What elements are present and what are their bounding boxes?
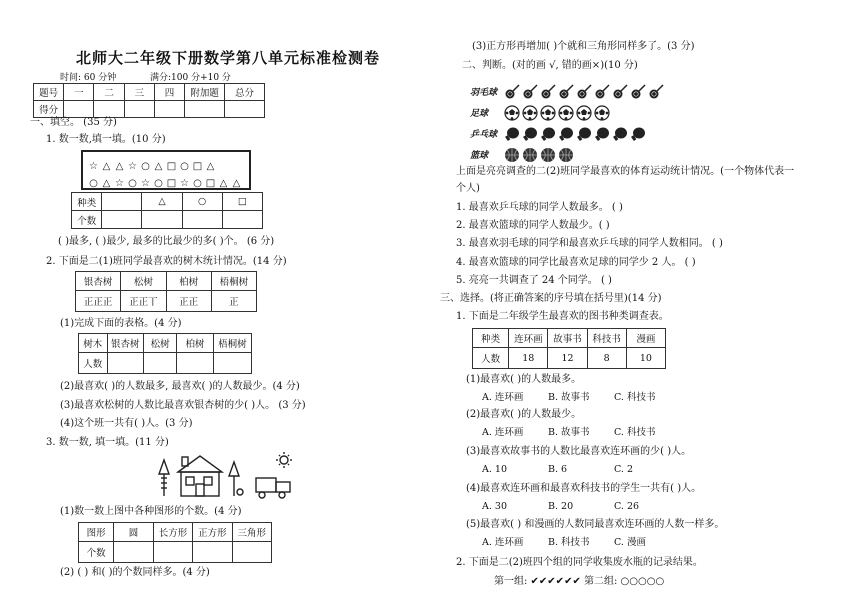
q2-sub3: (3)最喜欢松树的人数比最喜欢银杏树的少( )人。 (3 分) (60, 400, 306, 411)
empty-cell[interactable] (124, 101, 154, 118)
badminton-icon (540, 84, 554, 98)
q1-fill-text: ( )最多, ( )最少, 最多的比最少的多( )个。 (6 分) (58, 236, 275, 247)
table-cell: 松树 (121, 272, 166, 291)
shape-glyph: ○ (180, 161, 189, 172)
answer-cell[interactable] (114, 542, 153, 563)
shape-glyph: ☆ (89, 161, 98, 172)
table-cell: 柏树 (177, 334, 213, 353)
answer-cell[interactable] (153, 542, 192, 563)
pingpong-icon (576, 126, 590, 140)
q3-sub2: (2) ( ) 和( )的个数同样多。(4 分) (60, 567, 210, 578)
shape-glyph: △ (206, 161, 215, 172)
choice-option[interactable]: C. 漫画 (614, 537, 646, 548)
table-cell: □ (222, 193, 262, 211)
choice-question-1: (1)最喜欢( )的人数最多。 (466, 374, 582, 385)
score-cell: 四 (154, 84, 184, 101)
answer-cell[interactable] (102, 211, 142, 229)
sport-label: 足球 (470, 109, 489, 119)
basketball-icon (558, 147, 572, 161)
section2-heading: 二、判断。(对的画 √, 错的画×)(10 分) (462, 60, 638, 71)
table-cell: ○ (182, 193, 222, 211)
basketball-icon (540, 147, 554, 161)
tally-table (75, 271, 257, 312)
basketball-icon (504, 147, 518, 161)
score-cell: 得分 (34, 101, 64, 118)
answer-cell[interactable] (232, 542, 271, 563)
choice-option[interactable]: A. 连环画 (482, 427, 524, 438)
sport-row-badminton (470, 80, 666, 99)
choice-question-3: (3)最喜欢故事书的人数比最喜欢连环画的少( )人。 (466, 446, 692, 457)
table-cell: 种类 (72, 193, 102, 211)
judge-item-2: 2. 最喜欢篮球的同学人数最少。( ) (456, 220, 610, 231)
shape-glyph: ☆ (180, 178, 189, 189)
table-cell: 科技书 (587, 329, 626, 348)
shape-glyph: △ (115, 161, 124, 172)
house-scene-illustration (158, 452, 298, 500)
table-cell: 三角形 (232, 523, 271, 542)
shape-glyph: ○ (89, 178, 98, 189)
q1-text: 1. 数一数,填一填。(10 分) (46, 134, 166, 145)
shapes-row-2 (87, 171, 243, 190)
shape-count-table (71, 192, 263, 229)
choice-question-5: (5)最喜欢( ) 和漫画的人数同最喜欢连环画的人数一样多。 (466, 519, 725, 530)
section3-q2: 2. 下面是二(2)班四个组的同学收集废水瓶的记录结果。 (456, 557, 703, 568)
judge-item-5: 5. 亮亮一共调查了 24 个同学。 ( ) (456, 275, 612, 286)
shape-glyph: □ (166, 161, 177, 172)
score-cell: 题号 (34, 84, 64, 101)
answer-cell[interactable] (143, 353, 176, 374)
badminton-icon (522, 84, 536, 98)
choice-option[interactable]: A. 连环画 (482, 537, 524, 548)
table-cell: 个数 (72, 211, 102, 229)
score-cell: 附加题 (185, 84, 225, 101)
shape-glyph: △ (219, 178, 228, 189)
table-cell: 银杏树 (107, 334, 143, 353)
pingpong-icon (630, 126, 644, 140)
section1-heading: 一、填空。 (35 分) (30, 117, 117, 128)
empty-cell[interactable] (185, 101, 225, 118)
shape-glyph: ☆ (115, 178, 124, 189)
table-cell (102, 193, 142, 211)
empty-cell[interactable] (64, 101, 94, 118)
score-table (33, 83, 265, 118)
choice-option[interactable]: A. 30 (482, 501, 507, 512)
badminton-icon (612, 84, 626, 98)
shape-glyph: □ (166, 178, 177, 189)
judge-item-4: 4. 最喜欢篮球的同学比最喜欢足球的同学少 2 人。 ( ) (456, 257, 696, 268)
choice-option[interactable]: B. 故事书 (548, 392, 590, 403)
choice-option[interactable]: C. 科技书 (614, 392, 656, 403)
score-info: 满分:100 分+10 分 (150, 73, 231, 83)
pingpong-icon (522, 126, 536, 140)
sport-row-pingpong (470, 122, 648, 141)
badminton-icon (630, 84, 644, 98)
table-cell: 10 (626, 348, 665, 369)
shape-glyph: ○ (141, 161, 150, 172)
table-cell: 松树 (143, 334, 176, 353)
soccer-icon (504, 105, 518, 119)
table-cell: 银杏树 (76, 272, 121, 291)
figure-count-table (78, 522, 272, 563)
answer-cell[interactable] (177, 353, 213, 374)
soccer-icon (594, 105, 608, 119)
table-cell: 漫画 (626, 329, 665, 348)
q2-sub1: (1)完成下面的表格。(4 分) (60, 318, 182, 329)
table-cell: 正正 (166, 291, 211, 312)
time-info: 时间: 60 分钟 (60, 73, 117, 83)
soccer-icon (576, 105, 590, 119)
table-cell: 圆 (114, 523, 153, 542)
table-cell: 18 (509, 348, 548, 369)
empty-cell[interactable] (154, 101, 184, 118)
score-cell: 三 (124, 84, 154, 101)
page-title: 北师大二年级下册数学第八单元标准检测卷 (76, 49, 381, 67)
shape-glyph: ○ (128, 178, 137, 189)
table-cell: 人数 (79, 353, 108, 374)
choice-option[interactable]: C. 26 (614, 501, 640, 512)
pingpong-icon (540, 126, 554, 140)
table-cell: 长方形 (153, 523, 192, 542)
table-cell: 正 (211, 291, 256, 312)
choice-option[interactable]: C. 科技书 (614, 427, 656, 438)
table-cell: 8 (587, 348, 626, 369)
choice-question-4: (4)最喜欢连环画和最喜欢科技书的学生一共有( )人。 (466, 483, 702, 494)
tree-count-table (78, 333, 252, 374)
shape-glyph: ☆ (141, 178, 150, 189)
shape-glyph: □ (192, 161, 203, 172)
shapes-box (81, 150, 251, 190)
sport-label: 羽毛球 (470, 88, 498, 98)
shape-glyph: ○ (154, 178, 163, 189)
choice-option[interactable]: B. 6 (548, 464, 568, 475)
answer-cell[interactable] (182, 211, 222, 229)
table-cell: 个数 (79, 542, 114, 563)
book-table (472, 328, 666, 369)
badminton-icon (558, 84, 572, 98)
section3-q1: 1. 下面是二年级学生最喜欢的图书种类调查表。 (456, 311, 669, 322)
sport-row-soccer (470, 101, 612, 120)
soccer-icon (558, 105, 572, 119)
table-cell: 柏树 (166, 272, 211, 291)
groups-record: 第一组: ✔✔✔✔✔✔ 第二组: ○○○○○ (494, 576, 665, 587)
table-cell: 12 (548, 348, 587, 369)
pingpong-icon (594, 126, 608, 140)
q2-sub2: (2)最喜欢( )的人数最多, 最喜欢( )的人数最少。(4 分) (60, 381, 300, 392)
section3-heading: 三、选择。(将正确答案的序号填在括号里)(14 分) (440, 293, 662, 304)
section2-desc: 上面是亮亮调查的二(2)班同学最喜欢的体育运动统计情况。(一个物体代表一 (456, 166, 795, 177)
badminton-icon (504, 84, 518, 98)
answer-cell[interactable] (213, 353, 251, 374)
table-cell: 故事书 (548, 329, 587, 348)
shape-glyph: ☆ (128, 161, 137, 172)
shape-glyph: □ (205, 178, 216, 189)
shape-glyph: ○ (193, 178, 202, 189)
shape-glyph: △ (102, 161, 111, 172)
answer-cell[interactable] (193, 542, 232, 563)
answer-cell[interactable] (107, 353, 143, 374)
empty-cell[interactable] (225, 101, 265, 118)
choice-option[interactable]: C. 2 (614, 464, 634, 475)
sport-label: 篮球 (470, 151, 489, 161)
table-cell: 图形 (79, 523, 114, 542)
badminton-icon (648, 84, 662, 98)
answer-cell[interactable] (142, 211, 182, 229)
q3-text: 3. 数一数, 填一填。(11 分) (46, 437, 169, 448)
pingpong-icon (558, 126, 572, 140)
table-cell: 连环画 (509, 329, 548, 348)
table-cell: 梧桐树 (211, 272, 256, 291)
choice-option[interactable]: B. 20 (548, 501, 574, 512)
table-cell: 正方形 (193, 523, 232, 542)
table-cell: △ (142, 193, 182, 211)
choice-option[interactable]: B. 科技书 (548, 537, 590, 548)
q3-sub3: (3)正方形再增加( )个就和三角形同样多了。(3 分) (472, 41, 695, 52)
soccer-icon (540, 105, 554, 119)
table-cell: 正正丅 (121, 291, 166, 312)
q2-text: 2. 下面是二(1)班同学最喜欢的树木统计情况。(14 分) (46, 256, 287, 267)
shape-glyph: △ (154, 161, 163, 172)
section2-desc-2: 个人) (456, 183, 480, 194)
pingpong-icon (612, 126, 626, 140)
judge-item-3: 3. 最喜欢羽毛球的同学和最喜欢乒乓球的同学人数相同。 ( ) (456, 238, 723, 249)
q3-sub1: (1)数一数上图中各种图形的个数。(4 分) (60, 506, 242, 517)
choice-option[interactable]: A. 10 (482, 464, 507, 475)
table-cell: 种类 (473, 329, 509, 348)
shape-glyph: △ (102, 178, 111, 189)
sport-row-basketball (470, 143, 576, 162)
soccer-icon (522, 105, 536, 119)
empty-cell[interactable] (94, 101, 124, 118)
score-cell: 一 (64, 84, 94, 101)
badminton-icon (594, 84, 608, 98)
choice-question-2: (2)最喜欢( )的人数最少。 (466, 409, 582, 420)
q2-sub4: (4)这个班一共有( )人。(3 分) (60, 418, 193, 429)
table-cell: 人数 (473, 348, 509, 369)
basketball-icon (522, 147, 536, 161)
score-cell: 二 (94, 84, 124, 101)
sport-label: 乒乓球 (470, 130, 498, 140)
answer-cell[interactable] (222, 211, 262, 229)
pingpong-icon (504, 126, 518, 140)
table-cell: 梧桐树 (213, 334, 251, 353)
choice-option[interactable]: A. 连环画 (482, 392, 524, 403)
shape-glyph: △ (232, 178, 241, 189)
score-cell: 总分 (225, 84, 265, 101)
judge-item-1: 1. 最喜欢乒乓球的同学人数最多。 ( ) (456, 202, 623, 213)
badminton-icon (576, 84, 590, 98)
choice-option[interactable]: B. 故事书 (548, 427, 590, 438)
table-cell: 正正正 (76, 291, 121, 312)
table-cell: 树木 (79, 334, 108, 353)
